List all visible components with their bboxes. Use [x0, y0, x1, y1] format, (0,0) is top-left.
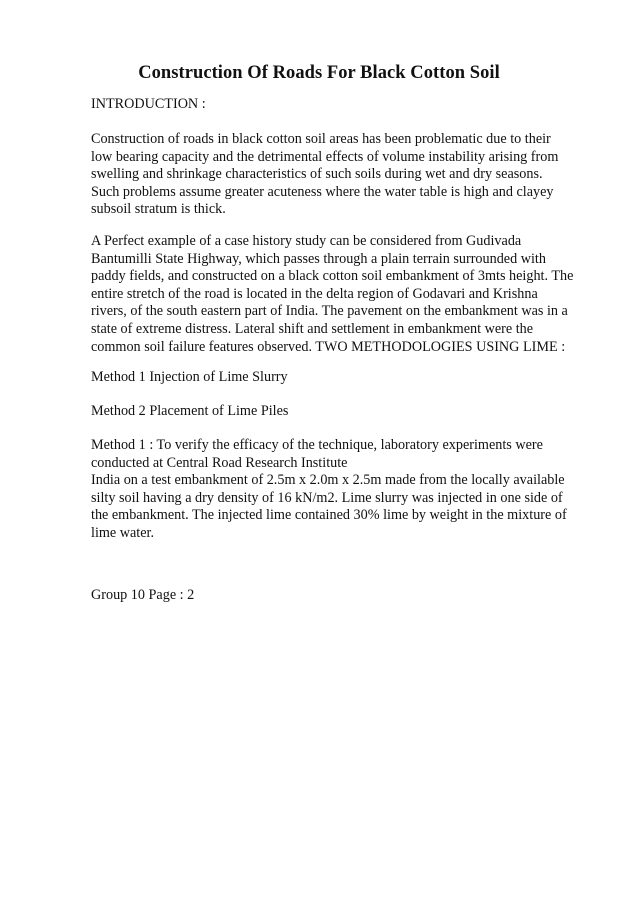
paragraph-intro [91, 131, 558, 219]
paragraph-line: Construction of roads in black cotton soil areas has been problematic due to their [91, 131, 551, 147]
paragraph-line: subsoil stratum is thick. [91, 201, 226, 218]
paragraph-line: Bantumilli State Highway, which passes through a plain terrain surrounded with [91, 250, 546, 267]
paragraph-line: conducted at Central Road Research Institute [91, 454, 348, 471]
paragraph-line: state of extreme distress. Lateral shift and settlement in embankment were the [91, 320, 534, 337]
method-2-line: Method 2 Placement of Lime Piles [91, 403, 289, 419]
paragraph-line: swelling and shrinkage characteristics of such soils during wet and dry seasons. [91, 166, 543, 183]
paragraph-line: lime water. [91, 524, 155, 541]
paragraph-line: Method 1 : To verify the efficacy of the technique, laboratory experiments were [91, 437, 543, 453]
paragraph-line: India on a test embankment of 2.5m x 2.0m x 2.5m made from the locally available [91, 472, 565, 489]
paragraph-line: Such problems assume greater acuteness where the water table is high and clayey [91, 183, 554, 200]
paragraph-line: silty soil having a dry density of 16 kN/m2. Lime slurry was injected in one side of [91, 489, 563, 506]
paragraph-line: the embankment. The injected lime contained 30% lime by weight in the mixture of [91, 507, 567, 524]
paragraph-line: paddy fields, and constructed on a black cotton soil embankment of 3mts height. The [91, 268, 574, 285]
paragraph-method-1 [91, 437, 567, 543]
paragraph-line: entire stretch of the road is located in the delta region of Godavari and Krishna [91, 285, 538, 302]
paragraph-line: common soil failure features observed. TWO METHODOLOGIES USING LIME : [91, 338, 566, 355]
paragraph-line: rivers, of the south eastern part of India. The pavement on the embankment was in a [91, 303, 568, 320]
paragraph-case-study [91, 233, 573, 356]
page-footer: Group 10 Page : 2 [91, 587, 195, 603]
method-1-line: Method 1 Injection of Lime Slurry [91, 369, 288, 385]
intro-heading: INTRODUCTION : [91, 96, 206, 112]
paragraph-line: A Perfect example of a case history study can be considered from Gudivada [91, 233, 522, 249]
paragraph-line: low bearing capacity and the detrimental effects of volume instability arising from [91, 148, 559, 165]
document-title: Construction Of Roads For Black Cotton Soil [138, 63, 500, 83]
